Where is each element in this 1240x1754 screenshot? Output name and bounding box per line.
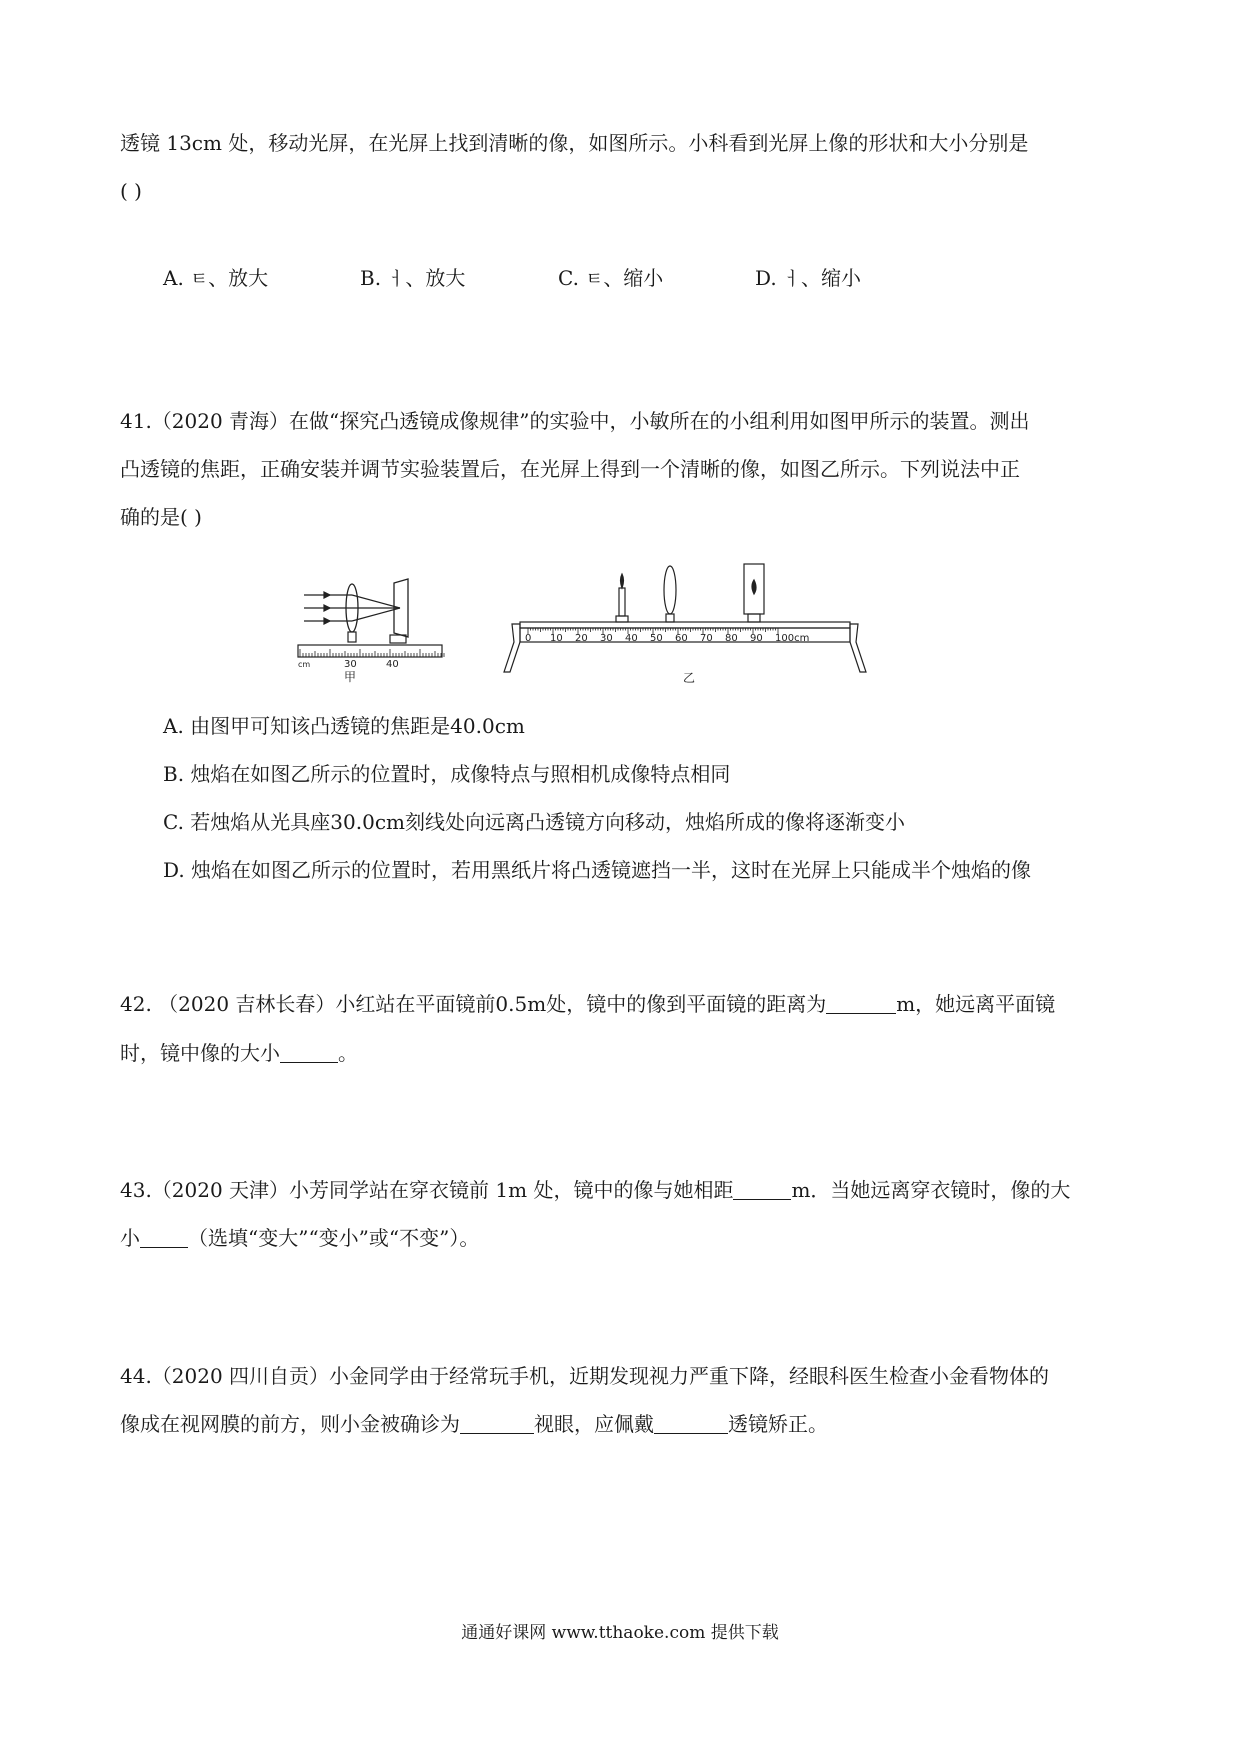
q40-option-c: C. ㅌ、缩小	[558, 266, 664, 290]
figure-yi	[500, 560, 870, 688]
page-footer: 通通好课网 www.tthaoke.com 提供下载	[461, 1623, 779, 1643]
q42-blank-2[interactable]	[280, 1044, 338, 1063]
yi-ruler-label: 30	[600, 633, 613, 644]
q40-line1: 透镜 13cm 处，移动光屏，在光屏上找到清晰的像，如图所示。小科看到光屏上像的形状和大小分别是	[120, 131, 1029, 155]
q44-blank-1[interactable]	[460, 1415, 534, 1434]
yi-label: 乙	[683, 671, 696, 685]
yi-ruler-label: 20	[575, 633, 588, 644]
q40-option-c-image: ㅌ	[585, 269, 603, 290]
q43-blank-2[interactable]	[140, 1229, 188, 1248]
yi-ruler-label: 70	[700, 633, 713, 644]
yi-ruler-label: 50	[650, 633, 663, 644]
q40-line2: ( )	[120, 179, 142, 203]
q42-line2: 时，镜中像的大小 。	[120, 1041, 358, 1065]
q42-line1: 42. （2020 吉林长春）小红站在平面镜前0.5m处，镜中的像到平面镜的距离为 m，她远离平面镜	[120, 992, 1056, 1016]
q40-option-d-image: ㅓ	[783, 269, 801, 290]
yi-ruler-label: 60	[675, 633, 688, 644]
yi-ruler-label: 40	[625, 633, 638, 644]
q40-option-a: A. ㅌ、放大	[163, 266, 269, 290]
q44-line2: 像成在视网膜的前方，则小金被确诊为 视眼，应佩戴 透镜矫正。	[120, 1412, 828, 1436]
q40-option-b: B. ㅓ、放大	[360, 266, 466, 290]
jia-label: 甲	[344, 670, 357, 683]
yi-ruler-label: 80	[725, 633, 738, 644]
jia-tick-cm: cm	[298, 660, 311, 669]
yi-ruler-label: 100cm	[775, 633, 810, 644]
q41-choice-d: D. 烛焰在如图乙所示的位置时，若用黑纸片将凸透镜遮挡一半，这时在光屏上只能成半个烛焰的像	[163, 858, 1032, 882]
q41-line2: 凸透镜的焦距，正确安装并调节实验装置后，在光屏上得到一个清晰的像，如图乙所示。下列说法中正	[120, 457, 1020, 481]
q43-blank-1[interactable]	[733, 1181, 791, 1200]
yi-ruler-label: 90	[750, 633, 763, 644]
jia-tick-30: 30	[344, 659, 357, 670]
q41-line1: 41.（2020 青海）在做“探究凸透镜成像规律”的实验中，小敏所在的小组利用如图甲所示的装置。测出	[120, 409, 1030, 433]
figure-jia	[296, 577, 446, 683]
jia-tick-40: 40	[386, 659, 399, 670]
q41-choice-c: C. 若烛焰从光具座30.0cm刻线处向远离凸透镜方向移动，烛焰所成的像将逐渐变小	[163, 810, 906, 834]
q40-option-d: D. ㅓ、缩小	[755, 266, 862, 290]
q43-line2: 小 （选填“变大”“变小”或“不变”）。	[120, 1226, 480, 1250]
q41-line3: 确的是( )	[120, 505, 202, 529]
q40-option-a-image: ㅌ	[190, 269, 208, 290]
q41-choice-a: A. 由图甲可知该凸透镜的焦距是40.0cm	[163, 714, 525, 738]
q42-blank-1[interactable]	[826, 995, 896, 1014]
q40-option-b-image: ㅓ	[387, 269, 406, 290]
q44-line1: 44.（2020 四川自贡）小金同学由于经常玩手机，近期发现视力严重下降，经眼科医生检查小金看物体的	[120, 1364, 1050, 1388]
yi-ruler-label: 0	[525, 633, 532, 644]
q41-choice-b: B. 烛焰在如图乙所示的位置时，成像特点与照相机成像特点相同	[163, 762, 731, 786]
q44-blank-2[interactable]	[654, 1415, 728, 1434]
yi-ruler-label: 10	[550, 633, 563, 644]
q43-line1: 43.（2020 天津）小芳同学站在穿衣镜前 1m 处，镜中的像与她相距 m．当她远离穿衣镜时，像的大	[120, 1178, 1071, 1202]
